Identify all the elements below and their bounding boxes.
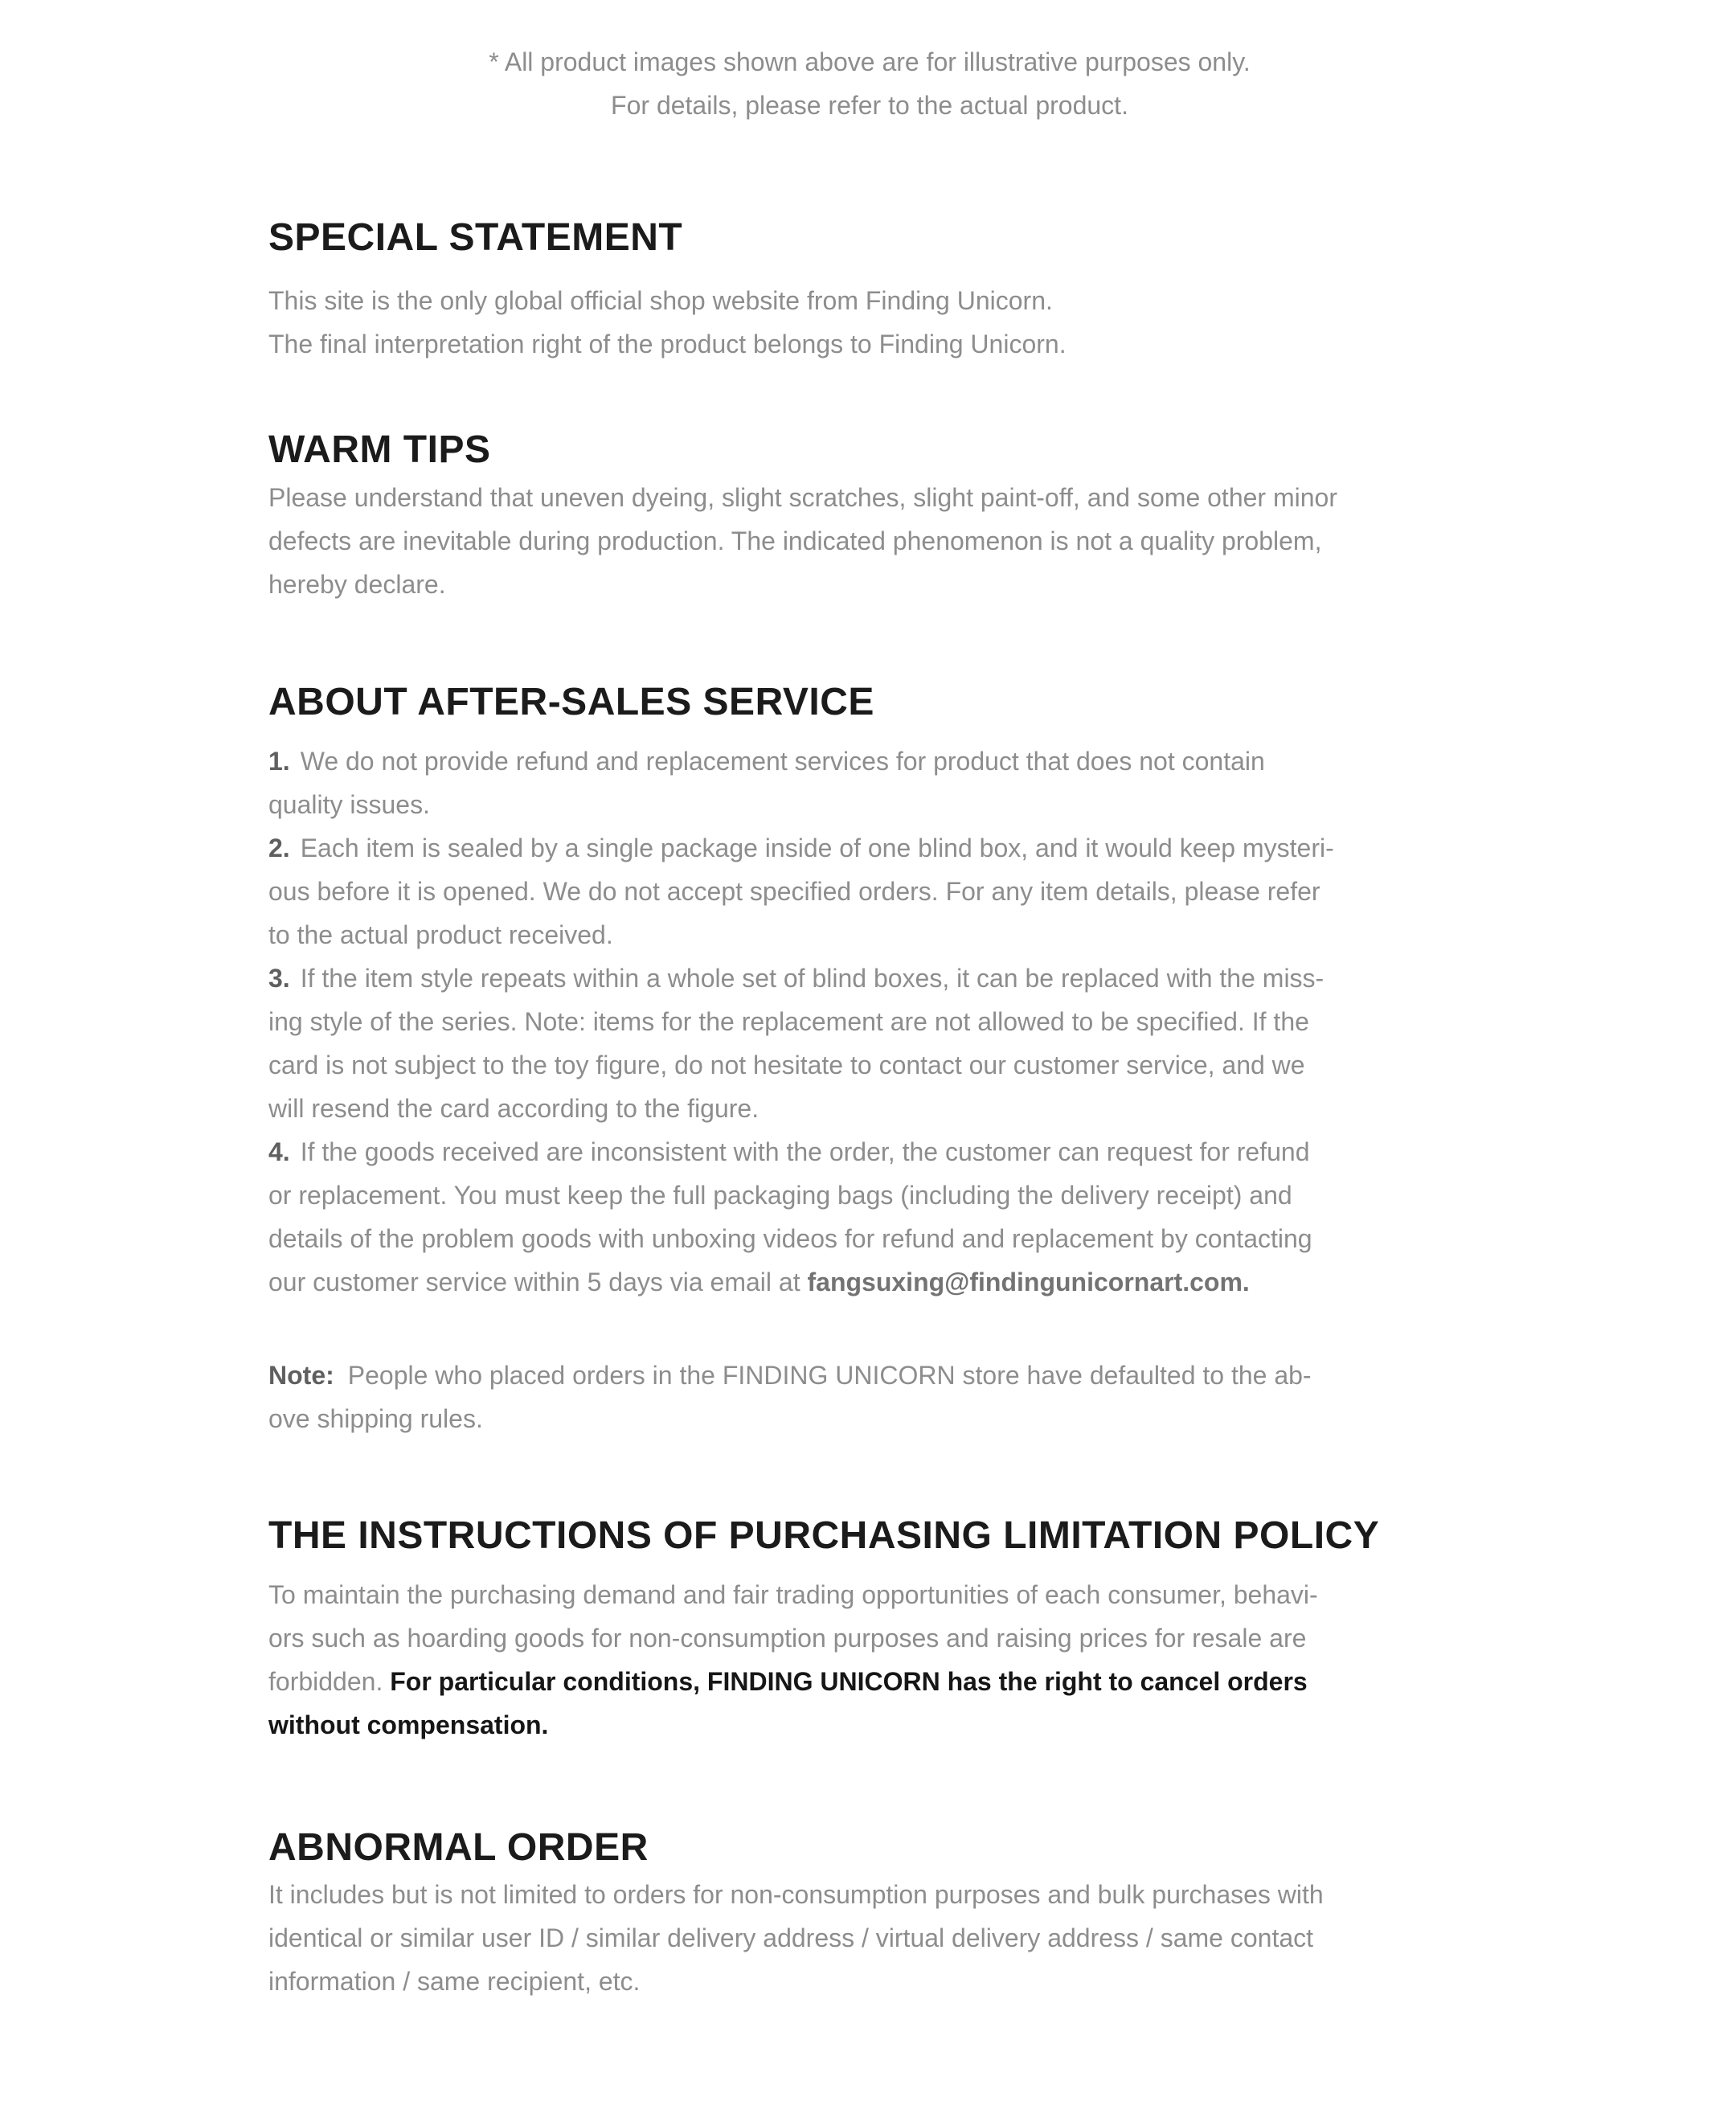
- item-number: 2.: [268, 834, 290, 862]
- abnormal-order-heading: ABNORMAL ORDER: [268, 1826, 649, 1869]
- cancel-orders-emphasis: without compensation.: [268, 1710, 549, 1739]
- item-text: Each item is sealed by a single package inside of one blind box, and it would keep mysteri-: [300, 834, 1334, 862]
- item-number: 1.: [268, 747, 290, 776]
- paragraph-line: defects are inevitable during production. The indicated phenomenon is not a quality problem,: [268, 526, 1322, 555]
- customer-service-email: fangsuxing@findingunicornart.com.: [807, 1268, 1250, 1296]
- paragraph-line: The final interpretation right of the product belongs to Finding Unicorn.: [268, 330, 1067, 358]
- special-statement-heading: SPECIAL STATEMENT: [268, 216, 683, 259]
- item-text: our customer service within 5 days via email at: [268, 1268, 808, 1296]
- paragraph-line: Please understand that uneven dyeing, slight scratches, slight paint-off, and some other minor: [268, 483, 1337, 512]
- warm-tips-body: [268, 476, 1495, 606]
- warm-tips-heading: WARM TIPS: [268, 428, 491, 471]
- paragraph-line: identical or similar user ID / similar delivery address / virtual delivery address / same contact: [268, 1923, 1314, 1952]
- paragraph-line: This site is the only global official shop website from Finding Unicorn.: [268, 286, 1053, 315]
- list-item-line: [268, 739, 1495, 783]
- item-number: 3.: [268, 964, 290, 993]
- item-number: 4.: [268, 1137, 290, 1166]
- after-sales-item-2: [268, 826, 1495, 956]
- list-item-line: [268, 1130, 1495, 1174]
- purchasing-limitation-heading: THE INSTRUCTIONS OF PURCHASING LIMITATION POLICY: [268, 1514, 1380, 1557]
- paragraph-line: [268, 1660, 1495, 1703]
- note-line: [268, 1354, 1495, 1397]
- after-sales-item-3: [268, 956, 1495, 1130]
- list-item-line: to the actual product received.: [268, 920, 613, 949]
- after-sales-item-4: [268, 1130, 1495, 1304]
- paragraph-line: ors such as hoarding goods for non-consumption purposes and raising prices for resale are: [268, 1624, 1307, 1653]
- note-label: Note:: [268, 1361, 334, 1390]
- item-text: We do not provide refund and replacement services for product that does not contain: [300, 747, 1265, 776]
- list-item-line: ing style of the series. Note: items for the replacement are not allowed to be specified. If the: [268, 1007, 1309, 1036]
- note-line: ove shipping rules.: [268, 1404, 483, 1433]
- list-item-line: will resend the card according to the figure.: [268, 1094, 760, 1123]
- item-text: If the item style repeats within a whole set of blind boxes, it can be replaced with the miss-: [300, 964, 1325, 993]
- paragraph-line: information / same recipient, etc.: [268, 1967, 641, 1996]
- paragraph-line: To maintain the purchasing demand and fair trading opportunities of each consumer, behavi-: [268, 1580, 1318, 1609]
- item-text: If the goods received are inconsistent with the order, the customer can request for refund: [300, 1137, 1310, 1166]
- after-sales-heading: ABOUT AFTER-SALES SERVICE: [268, 681, 874, 723]
- abnormal-order-body: [268, 1873, 1495, 2003]
- list-item-line: [268, 826, 1495, 870]
- paragraph-line: [268, 1703, 1495, 1747]
- list-item-line: ous before it is opened. We do not accept specified orders. For any item details, please refer: [268, 877, 1320, 906]
- disclaimer-line-2: For details, please refer to the actual product.: [611, 91, 1128, 120]
- list-item-line: [268, 956, 1495, 1000]
- list-item-line: quality issues.: [268, 790, 430, 819]
- purchasing-limitation-body: [268, 1573, 1495, 1747]
- paragraph-line: hereby declare.: [268, 570, 446, 599]
- list-item-line: or replacement. You must keep the full packaging bags (including the delivery receipt) and: [268, 1181, 1292, 1210]
- after-sales-list: [268, 739, 1495, 1304]
- list-item-line: [268, 1260, 1495, 1304]
- note-text: People who placed orders in the FINDING UNICORN store have defaulted to the ab-: [347, 1361, 1312, 1390]
- list-item-line: card is not subject to the toy figure, do not hesitate to contact our customer service, and we: [268, 1051, 1305, 1079]
- product-image-disclaimer: [268, 40, 1471, 127]
- special-statement-body: [268, 279, 1495, 366]
- after-sales-note: [268, 1354, 1495, 1440]
- disclaimer-line-1: * All product images shown above are for illustrative purposes only.: [489, 47, 1251, 76]
- paragraph-text: forbidden.: [268, 1667, 391, 1696]
- cancel-orders-emphasis: For particular conditions, FINDING UNICORN has the right to cancel orders: [390, 1667, 1308, 1696]
- paragraph-line: It includes but is not limited to orders for non-consumption purposes and bulk purchases with: [268, 1880, 1324, 1909]
- after-sales-item-1: [268, 739, 1495, 826]
- list-item-line: details of the problem goods with unboxing videos for refund and replacement by contacting: [268, 1224, 1312, 1253]
